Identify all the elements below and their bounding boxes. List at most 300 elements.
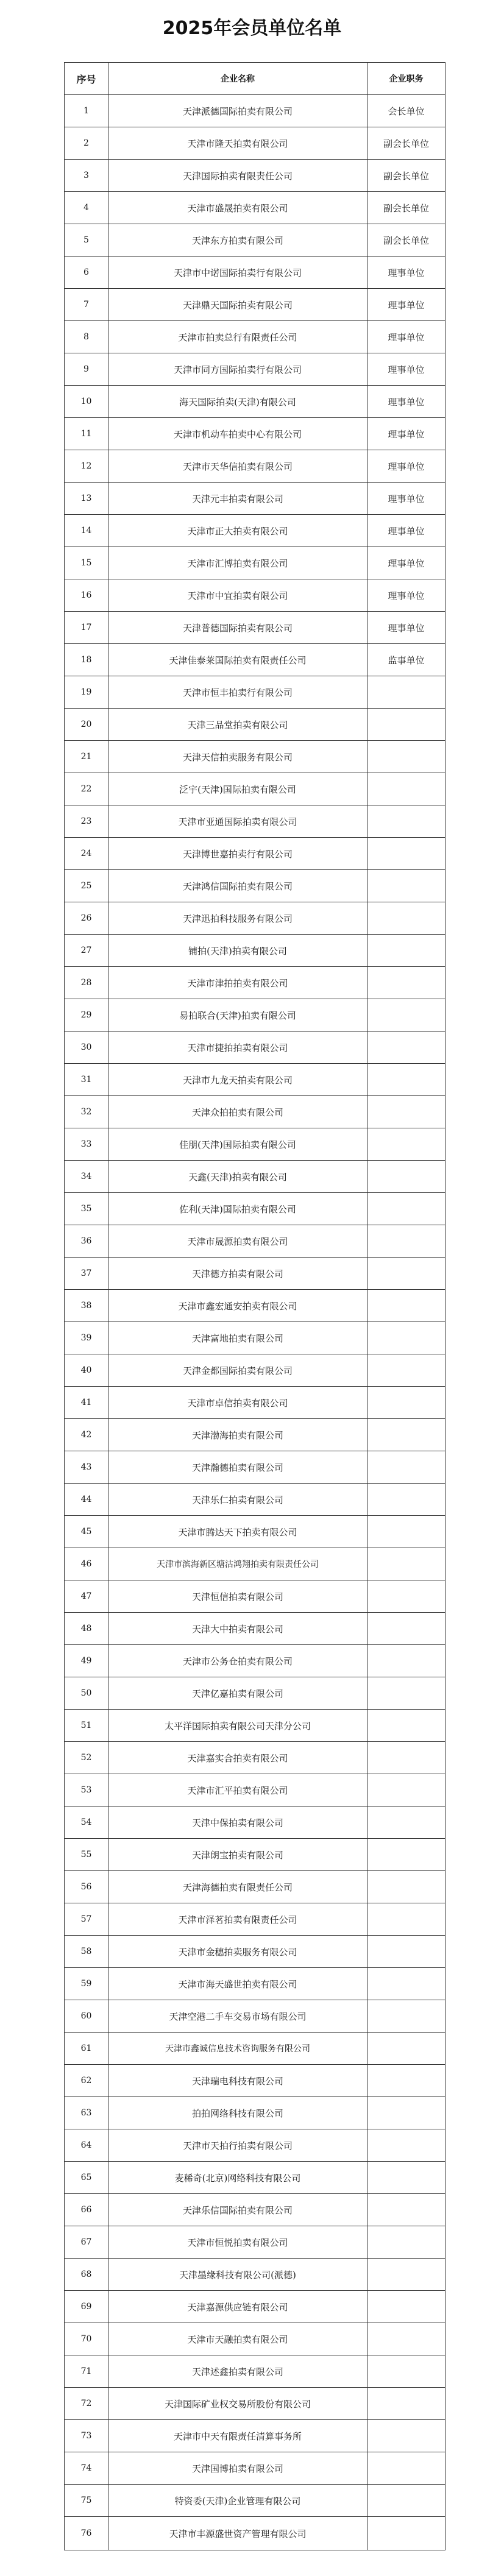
serial-number-cell: 10 (65, 386, 108, 418)
table-row (65, 1258, 445, 1290)
company-role-cell (367, 999, 445, 1031)
serial-number-cell: 71 (65, 2355, 108, 2388)
table-row (65, 1225, 445, 1258)
serial-number-cell: 11 (65, 418, 108, 450)
table-row (65, 612, 445, 644)
serial-number-cell: 32 (65, 1096, 108, 1128)
company-role-cell: 理事单位 (367, 386, 445, 418)
serial-number-cell: 41 (65, 1387, 108, 1419)
company-name-cell: 天鑫(天津)拍卖有限公司 (108, 1161, 367, 1193)
serial-number-cell: 60 (65, 2000, 108, 2033)
serial-number-cell: 76 (65, 2517, 108, 2550)
serial-number-cell: 3 (65, 160, 108, 192)
serial-number-cell: 9 (65, 353, 108, 386)
company-role-cell (367, 1451, 445, 1484)
serial-number-cell: 22 (65, 773, 108, 805)
company-name-cell: 天津迅拍科技服务有限公司 (108, 902, 367, 935)
company-role-cell (367, 709, 445, 741)
table-row (65, 2291, 445, 2323)
serial-number-cell: 23 (65, 805, 108, 838)
table-row (65, 2129, 445, 2162)
company-role-cell: 理事单位 (367, 547, 445, 579)
company-role-cell (367, 2000, 445, 2033)
company-role-cell (367, 935, 445, 967)
serial-number-cell: 73 (65, 2420, 108, 2452)
table-row (65, 1936, 445, 1968)
serial-number-cell: 52 (65, 1742, 108, 1774)
serial-number-cell: 67 (65, 2226, 108, 2259)
serial-number-cell: 17 (65, 612, 108, 644)
table-row (65, 805, 445, 838)
company-role-cell: 副会长单位 (367, 127, 445, 160)
company-role-cell (367, 838, 445, 870)
table-row (65, 2259, 445, 2291)
serial-number-cell: 15 (65, 547, 108, 579)
company-role-cell (367, 1064, 445, 1096)
table-row (65, 1193, 445, 1225)
company-role-cell (367, 1645, 445, 1677)
company-role-cell (367, 1387, 445, 1419)
table-row (65, 353, 445, 386)
serial-number-cell: 26 (65, 902, 108, 935)
company-role-cell (367, 1774, 445, 1806)
company-name-cell: 天津瀚德拍卖有限公司 (108, 1451, 367, 1484)
company-name-cell: 天津市天华信拍卖有限公司 (108, 450, 367, 483)
table-row (65, 1354, 445, 1387)
company-role-cell: 监事单位 (367, 644, 445, 676)
company-role-cell (367, 1936, 445, 1968)
serial-number-cell: 1 (65, 95, 108, 127)
company-name-cell: 天津市鑫诚信息技术咨询服务有限公司 (108, 2033, 367, 2065)
table-row (65, 2162, 445, 2194)
company-name-cell: 佐利(天津)国际拍卖有限公司 (108, 1193, 367, 1225)
table-row (65, 1516, 445, 1548)
table-row (65, 579, 445, 612)
serial-number-cell: 4 (65, 192, 108, 224)
serial-number-cell: 7 (65, 289, 108, 321)
table-row (65, 515, 445, 547)
company-role-cell (367, 2097, 445, 2129)
table-row (65, 870, 445, 902)
company-name-cell: 天津天信拍卖服务有限公司 (108, 741, 367, 773)
company-name-cell: 拍拍网络科技有限公司 (108, 2097, 367, 2129)
company-name-cell: 铺拍(天津)拍卖有限公司 (108, 935, 367, 967)
table-row (65, 1290, 445, 1322)
table-row (65, 450, 445, 483)
company-name-cell: 天津金都国际拍卖有限公司 (108, 1354, 367, 1387)
company-role-cell: 理事单位 (367, 289, 445, 321)
company-name-cell: 天津嘉源供应链有限公司 (108, 2291, 367, 2323)
header-serial-number: 序号 (65, 63, 108, 95)
company-name-cell: 天津市中诺国际拍卖行有限公司 (108, 257, 367, 289)
company-name-cell: 天津鼎天国际拍卖有限公司 (108, 289, 367, 321)
company-role-cell (367, 902, 445, 935)
company-name-cell: 天津市捷拍拍卖有限公司 (108, 1031, 367, 1064)
company-role-cell (367, 1580, 445, 1613)
table-row (65, 1419, 445, 1451)
company-name-cell: 天津市恒丰拍卖行有限公司 (108, 676, 367, 709)
company-name-cell: 天津市中宜拍卖有限公司 (108, 579, 367, 612)
table-row (65, 644, 445, 676)
serial-number-cell: 42 (65, 1419, 108, 1451)
serial-number-cell: 27 (65, 935, 108, 967)
company-role-cell (367, 676, 445, 709)
table-row (65, 1128, 445, 1161)
serial-number-cell: 66 (65, 2194, 108, 2226)
company-role-cell: 理事单位 (367, 353, 445, 386)
company-role-cell (367, 967, 445, 999)
serial-number-cell: 48 (65, 1613, 108, 1645)
company-name-cell: 天津市天拍行拍卖有限公司 (108, 2129, 367, 2162)
table-row (65, 741, 445, 773)
serial-number-cell: 14 (65, 515, 108, 547)
table-row (65, 2355, 445, 2388)
serial-number-cell: 8 (65, 321, 108, 353)
serial-number-cell: 47 (65, 1580, 108, 1613)
company-name-cell: 天津东方拍卖有限公司 (108, 224, 367, 257)
serial-number-cell: 44 (65, 1484, 108, 1516)
company-name-cell: 天津空港二手车交易市场有限公司 (108, 2000, 367, 2033)
serial-number-cell: 12 (65, 450, 108, 483)
table-row (65, 2323, 445, 2355)
serial-number-cell: 16 (65, 579, 108, 612)
table-row (65, 289, 445, 321)
company-name-cell: 天津市公务仓拍卖有限公司 (108, 1645, 367, 1677)
company-role-cell (367, 1613, 445, 1645)
table-row (65, 902, 445, 935)
company-name-cell: 天津市天融拍卖有限公司 (108, 2323, 367, 2355)
company-name-cell: 泛宇(天津)国际拍卖有限公司 (108, 773, 367, 805)
serial-number-cell: 61 (65, 2033, 108, 2065)
company-role-cell (367, 2323, 445, 2355)
serial-number-cell: 30 (65, 1031, 108, 1064)
company-name-cell: 天津市机动车拍卖中心有限公司 (108, 418, 367, 450)
company-role-cell (367, 1161, 445, 1193)
header-company-role: 企业职务 (367, 63, 445, 95)
table-row (65, 2097, 445, 2129)
table-row (65, 95, 445, 127)
serial-number-cell: 25 (65, 870, 108, 902)
company-name-cell: 天津市金穗拍卖服务有限公司 (108, 1936, 367, 1968)
company-name-cell: 海天国际拍卖(天津)有限公司 (108, 386, 367, 418)
company-name-cell: 天津市隆天拍卖有限公司 (108, 127, 367, 160)
company-name-cell: 佳朋(天津)国际拍卖有限公司 (108, 1128, 367, 1161)
company-role-cell: 理事单位 (367, 612, 445, 644)
table-row (65, 1322, 445, 1354)
company-name-cell: 天津市恒悦拍卖有限公司 (108, 2226, 367, 2259)
table-row (65, 2452, 445, 2485)
table-body (65, 95, 445, 2550)
company-role-cell (367, 1968, 445, 2000)
company-role-cell (367, 1258, 445, 1290)
company-name-cell: 天津德方拍卖有限公司 (108, 1258, 367, 1290)
company-role-cell: 理事单位 (367, 257, 445, 289)
table-row (65, 1871, 445, 1903)
company-name-cell: 天津述鑫拍卖有限公司 (108, 2355, 367, 2388)
table-row (65, 1839, 445, 1871)
company-name-cell: 天津博世嘉拍卖行有限公司 (108, 838, 367, 870)
table-row (65, 224, 445, 257)
serial-number-cell: 51 (65, 1710, 108, 1742)
company-role-cell (367, 2388, 445, 2420)
serial-number-cell: 64 (65, 2129, 108, 2162)
company-role-cell (367, 1871, 445, 1903)
company-role-cell (367, 1193, 445, 1225)
company-role-cell (367, 1742, 445, 1774)
company-name-cell: 天津三品堂拍卖有限公司 (108, 709, 367, 741)
company-name-cell: 天津市泽茗拍卖有限责任公司 (108, 1903, 367, 1936)
company-name-cell: 天津佳泰莱国际拍卖有限责任公司 (108, 644, 367, 676)
table-row (65, 1806, 445, 1839)
company-name-cell: 天津朗宝拍卖有限公司 (108, 1839, 367, 1871)
table-row (65, 1387, 445, 1419)
table-row (65, 2000, 445, 2033)
table-header-row (65, 63, 445, 95)
company-name-cell: 天津市九龙天拍卖有限公司 (108, 1064, 367, 1096)
company-role-cell (367, 870, 445, 902)
serial-number-cell: 38 (65, 1290, 108, 1322)
serial-number-cell: 6 (65, 257, 108, 289)
table-row (65, 935, 445, 967)
company-role-cell (367, 2226, 445, 2259)
company-name-cell: 天津墨缘科技有限公司(派德) (108, 2259, 367, 2291)
serial-number-cell: 69 (65, 2291, 108, 2323)
table-row (65, 2226, 445, 2259)
company-role-cell (367, 2517, 445, 2550)
company-name-cell: 天津市正大拍卖有限公司 (108, 515, 367, 547)
company-role-cell: 副会长单位 (367, 160, 445, 192)
company-role-cell: 理事单位 (367, 579, 445, 612)
table-row (65, 1161, 445, 1193)
company-name-cell: 特资委(天津)企业管理有限公司 (108, 2485, 367, 2517)
table-row (65, 1677, 445, 1710)
table-row (65, 2485, 445, 2517)
company-name-cell: 天津嘉实合拍卖有限公司 (108, 1742, 367, 1774)
table-row (65, 1096, 445, 1128)
serial-number-cell: 37 (65, 1258, 108, 1290)
company-role-cell (367, 2420, 445, 2452)
serial-number-cell: 5 (65, 224, 108, 257)
table-row (65, 1031, 445, 1064)
serial-number-cell: 57 (65, 1903, 108, 1936)
company-role-cell (367, 1354, 445, 1387)
company-role-cell (367, 1096, 445, 1128)
company-name-cell: 天津派德国际拍卖有限公司 (108, 95, 367, 127)
company-role-cell (367, 1839, 445, 1871)
company-name-cell: 天津市滨海新区塘沽鸿翔拍卖有限责任公司 (108, 1548, 367, 1580)
company-name-cell: 天津市盛晟拍卖有限公司 (108, 192, 367, 224)
table-row (65, 2388, 445, 2420)
table-row (65, 773, 445, 805)
table-row (65, 999, 445, 1031)
serial-number-cell: 72 (65, 2388, 108, 2420)
company-name-cell: 天津海德拍卖有限责任公司 (108, 1871, 367, 1903)
company-role-cell (367, 2259, 445, 2291)
table-row (65, 192, 445, 224)
table-row (65, 1645, 445, 1677)
table-row (65, 2420, 445, 2452)
serial-number-cell: 62 (65, 2065, 108, 2097)
company-role-cell (367, 805, 445, 838)
serial-number-cell: 39 (65, 1322, 108, 1354)
company-name-cell: 天津市津拍拍卖有限公司 (108, 967, 367, 999)
serial-number-cell: 63 (65, 2097, 108, 2129)
company-role-cell (367, 2065, 445, 2097)
serial-number-cell: 49 (65, 1645, 108, 1677)
table-row (65, 1710, 445, 1742)
table-row (65, 1742, 445, 1774)
table-row (65, 1451, 445, 1484)
company-name-cell: 天津市丰源盛世资产管理有限公司 (108, 2517, 367, 2550)
company-role-cell (367, 1677, 445, 1710)
serial-number-cell: 29 (65, 999, 108, 1031)
company-role-cell (367, 1290, 445, 1322)
table-row (65, 418, 445, 450)
table-row (65, 1774, 445, 1806)
company-name-cell: 天津市亚通国际拍卖有限公司 (108, 805, 367, 838)
company-name-cell: 天津富地拍卖有限公司 (108, 1322, 367, 1354)
table-row (65, 1580, 445, 1613)
table-row (65, 1064, 445, 1096)
company-role-cell (367, 1806, 445, 1839)
serial-number-cell: 36 (65, 1225, 108, 1258)
serial-number-cell: 58 (65, 1936, 108, 1968)
table-row (65, 2194, 445, 2226)
company-role-cell (367, 773, 445, 805)
serial-number-cell: 33 (65, 1128, 108, 1161)
table-row (65, 547, 445, 579)
company-role-cell: 理事单位 (367, 418, 445, 450)
serial-number-cell: 56 (65, 1871, 108, 1903)
serial-number-cell: 31 (65, 1064, 108, 1096)
table-row (65, 127, 445, 160)
company-role-cell: 副会长单位 (367, 224, 445, 257)
company-name-cell: 天津恒信拍卖有限公司 (108, 1580, 367, 1613)
table-row (65, 838, 445, 870)
table-row (65, 676, 445, 709)
company-name-cell: 天津市拍卖总行有限责任公司 (108, 321, 367, 353)
company-role-cell (367, 2355, 445, 2388)
member-table (64, 62, 445, 2550)
company-role-cell (367, 2485, 445, 2517)
table-row (65, 257, 445, 289)
company-role-cell (367, 1516, 445, 1548)
company-role-cell (367, 2291, 445, 2323)
table-row (65, 2033, 445, 2065)
company-name-cell: 天津市鑫宏通安拍卖有限公司 (108, 1290, 367, 1322)
serial-number-cell: 50 (65, 1677, 108, 1710)
table-row (65, 1968, 445, 2000)
company-name-cell: 太平洋国际拍卖有限公司天津分公司 (108, 1710, 367, 1742)
company-name-cell: 天津市汇平拍卖有限公司 (108, 1774, 367, 1806)
company-name-cell: 天津市海天盛世拍卖有限公司 (108, 1968, 367, 2000)
company-role-cell (367, 2129, 445, 2162)
company-name-cell: 天津中保拍卖有限公司 (108, 1806, 367, 1839)
serial-number-cell: 24 (65, 838, 108, 870)
table-row (65, 1548, 445, 1580)
company-role-cell (367, 1710, 445, 1742)
company-role-cell: 理事单位 (367, 483, 445, 515)
company-name-cell: 天津亿嘉拍卖有限公司 (108, 1677, 367, 1710)
table-row (65, 2065, 445, 2097)
company-role-cell (367, 2033, 445, 2065)
serial-number-cell: 34 (65, 1161, 108, 1193)
company-role-cell: 副会长单位 (367, 192, 445, 224)
company-name-cell: 天津众拍拍卖有限公司 (108, 1096, 367, 1128)
company-name-cell: 天津市同方国际拍卖行有限公司 (108, 353, 367, 386)
company-name-cell: 天津元丰拍卖有限公司 (108, 483, 367, 515)
company-role-cell (367, 2194, 445, 2226)
serial-number-cell: 35 (65, 1193, 108, 1225)
serial-number-cell: 46 (65, 1548, 108, 1580)
serial-number-cell: 54 (65, 1806, 108, 1839)
company-name-cell: 天津国际矿业权交易所股份有限公司 (108, 2388, 367, 2420)
company-name-cell: 天津乐信国际拍卖有限公司 (108, 2194, 367, 2226)
company-role-cell (367, 1903, 445, 1936)
company-name-cell: 麦稀奇(北京)网络科技有限公司 (108, 2162, 367, 2194)
company-role-cell (367, 1548, 445, 1580)
company-role-cell (367, 1322, 445, 1354)
company-role-cell (367, 1484, 445, 1516)
table-row (65, 2517, 445, 2550)
serial-number-cell: 18 (65, 644, 108, 676)
company-name-cell: 天津国博拍卖有限公司 (108, 2452, 367, 2485)
serial-number-cell: 43 (65, 1451, 108, 1484)
header-company-name: 企业名称 (108, 63, 367, 95)
serial-number-cell: 20 (65, 709, 108, 741)
company-role-cell: 理事单位 (367, 515, 445, 547)
company-role-cell (367, 1419, 445, 1451)
company-name-cell: 天津普德国际拍卖有限公司 (108, 612, 367, 644)
company-name-cell: 天津市卓信拍卖有限公司 (108, 1387, 367, 1419)
serial-number-cell: 65 (65, 2162, 108, 2194)
serial-number-cell: 45 (65, 1516, 108, 1548)
company-name-cell: 易拍联合(天津)拍卖有限公司 (108, 999, 367, 1031)
company-role-cell (367, 1225, 445, 1258)
company-name-cell: 天津鸿信国际拍卖有限公司 (108, 870, 367, 902)
serial-number-cell: 2 (65, 127, 108, 160)
serial-number-cell: 28 (65, 967, 108, 999)
company-name-cell: 天津市汇博拍卖有限公司 (108, 547, 367, 579)
company-name-cell: 天津市中天有限责任清算事务所 (108, 2420, 367, 2452)
company-name-cell: 天津渤海拍卖有限公司 (108, 1419, 367, 1451)
company-name-cell: 天津乐仁拍卖有限公司 (108, 1484, 367, 1516)
serial-number-cell: 55 (65, 1839, 108, 1871)
table-row (65, 386, 445, 418)
serial-number-cell: 68 (65, 2259, 108, 2291)
table-row (65, 1613, 445, 1645)
table-row (65, 321, 445, 353)
serial-number-cell: 13 (65, 483, 108, 515)
serial-number-cell: 59 (65, 1968, 108, 2000)
table-row (65, 483, 445, 515)
company-name-cell: 天津市晟源拍卖有限公司 (108, 1225, 367, 1258)
company-name-cell: 天津瑞电科技有限公司 (108, 2065, 367, 2097)
company-role-cell: 会长单位 (367, 95, 445, 127)
company-role-cell: 理事单位 (367, 450, 445, 483)
company-role-cell: 理事单位 (367, 321, 445, 353)
table-row (65, 967, 445, 999)
company-role-cell (367, 1128, 445, 1161)
table-row (65, 1484, 445, 1516)
serial-number-cell: 75 (65, 2485, 108, 2517)
table-row (65, 1903, 445, 1936)
serial-number-cell: 74 (65, 2452, 108, 2485)
serial-number-cell: 70 (65, 2323, 108, 2355)
company-name-cell: 天津大中拍卖有限公司 (108, 1613, 367, 1645)
document-title: 2025年会员单位名单 (162, 18, 342, 39)
table-row (65, 160, 445, 192)
